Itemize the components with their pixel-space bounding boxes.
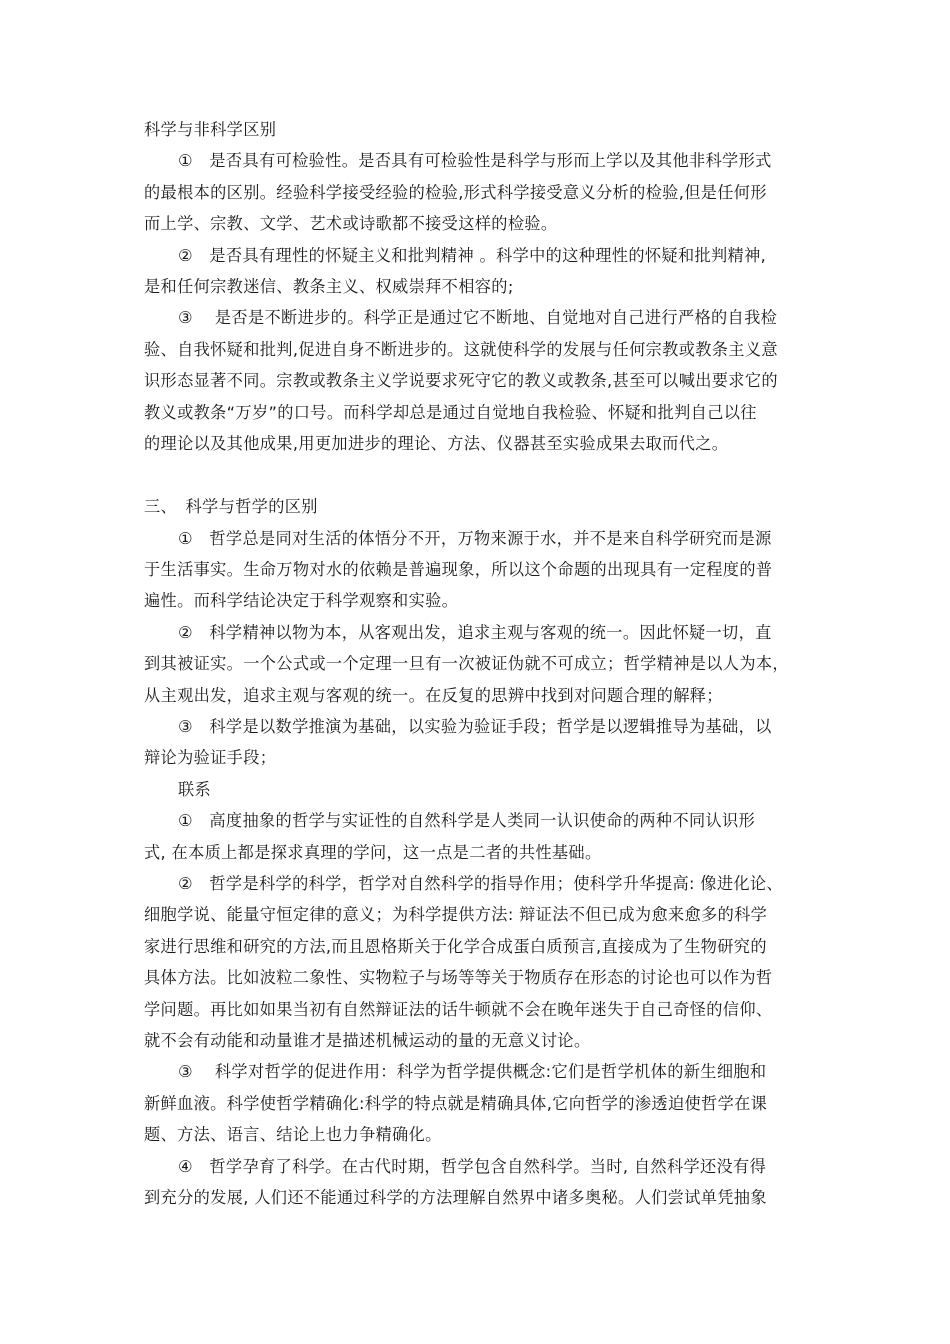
text-line: 题、方法、语言、结论上也力争精确化。 — [144, 1125, 442, 1145]
text-line: 于生活事实。生命万物对水的依赖是普遍现象，所以这个命题的出现具有一定程度的普 — [144, 560, 773, 580]
text-line: ① 是否具有可检验性。是否具有可检验性是科学与形而上学以及其他非科学形式 — [178, 151, 772, 171]
text-line: 科学与非科学区别 — [144, 120, 277, 139]
text-line: ① 哲学总是同对生活的体悟分不开，万物来源于水，并不是来自科学研究而是源 — [178, 528, 772, 548]
text-line: 到充分的发展, 人们还不能通过科学的方法理解自然界中诸多奥秘。人们尝试单凭抽象 — [144, 1187, 767, 1207]
text-line: ① 高度抽象的哲学与实证性的自然科学是人类同一认识使命的两种不同认识形 — [178, 811, 756, 831]
text-line: 就不会有动能和动量谁才是描述机械运动的量的无意义讨论。 — [144, 1030, 591, 1050]
text-line: 识形态显著不同。宗教或教条主义学说要求死守它的教义或教条,甚至可以喊出要求它的 — [144, 371, 778, 391]
document-body — [144, 114, 812, 1213]
text-line: 新鲜血液。科学使哲学精确化:科学的特点就是精确具体,它向哲学的渗透迫使哲学在课 — [144, 1093, 768, 1113]
text-line: 细胞学说、能量守恒定律的意义；为科学提供方法: 辩证法不但已成为愈来愈多的科学 — [144, 905, 768, 925]
text-line: 的最根本的区别。经验科学接受经验的检验,形式科学接受意义分析的检验,但是任何形 — [144, 182, 767, 202]
text-line: ④ 哲学孕育了科学。在古代时期，哲学包含自然科学。当时, 自然科学还没有得 — [178, 1156, 767, 1176]
text-line: 家进行思维和研究的方法,而且恩格斯关于化学合成蛋白质预言,直接成为了生物研究的 — [144, 936, 767, 956]
text-line: ② 科学精神以物为本，从客观出发，追求主观与客观的统一。因此怀疑一切，直 — [178, 622, 772, 642]
blank-line — [144, 459, 812, 491]
text-line: 验、自我怀疑和批判,促进自身不断进步的。这就使科学的发展与任何宗教或教条主义意 — [144, 339, 778, 359]
text-line: 遍性。而科学结论决定于科学观察和实验。 — [144, 591, 459, 611]
text-line: 辩论为验证手段； — [144, 748, 277, 768]
text-line: 从主观出发，追求主观与客观的统一。在反复的思辨中找到对问题合理的解释； — [144, 685, 723, 705]
text-line: 三、 科学与哲学的区别 — [144, 497, 318, 517]
text-line: 教义或教条“万岁”的口号。而科学却总是通过自觉地自我检验、怀疑和批判自己以往 — [144, 402, 757, 422]
text-line: ② 是否具有理性的怀疑主义和批判精神 。科学中的这种理性的怀疑和批判精神, — [178, 245, 767, 265]
text-line: ③ 科学对哲学的促进作用：科学为哲学提供概念:它们是哲学机体的新生细胞和 — [178, 1062, 767, 1082]
text-line: ② 哲学是科学的科学，哲学对自然科学的指导作用；使科学升华提高: 像进化论、 — [178, 873, 783, 893]
text-line: 联系 — [178, 779, 212, 799]
text-line: ③ 科学是以数学推演为基础，以实验为验证手段；哲学是以逻辑推导为基础，以 — [178, 717, 772, 737]
text-line: 式, 在本质上都是探求真理的学问，这一点是二者的共性基础。 — [144, 842, 602, 862]
text-line: 而上学、宗教、文学、艺术或诗歌都不接受这样的检验。 — [144, 214, 558, 234]
text-line: 的理论以及其他成果,用更加进步的理论、方法、仪器甚至实验成果去取而代之。 — [144, 433, 729, 453]
text-line: 是和任何宗教迷信、教条主义、权威崇拜不相容的; — [144, 276, 514, 296]
text-line: 具体方法。比如波粒二象性、实物粒子与场等等关于物质存在形态的讨论也可以作为哲 — [144, 968, 773, 988]
text-line: 学问题。再比如如果当初有自然辩证法的话牛顿就不会在晚年迷失于自己奇怪的信仰、 — [144, 999, 773, 1019]
text-line: 到其被证实。一个公式或一个定理一旦有一次被证伪就不可成立；哲学精神是以人为本， — [144, 654, 789, 674]
text-line: ③ 是否是不断进步的。科学正是通过它不断地、自觉地对自己进行严格的自我检 — [178, 308, 778, 328]
